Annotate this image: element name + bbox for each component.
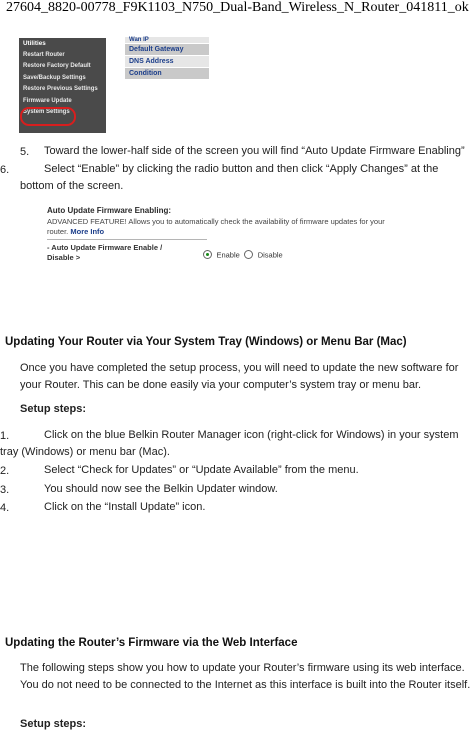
step-number: 4. (0, 502, 10, 514)
status-table-screenshot (125, 37, 209, 80)
enable-radio-icon (203, 250, 212, 259)
menu-item: Save/Backup Settings (23, 74, 86, 81)
step-text: Select “Enable” by clicking the radio button and then click “Apply Changes” at the bottom of the screen. (20, 163, 439, 192)
section-heading: Updating the Router’s Firmware via the Web Interface (5, 637, 298, 649)
section-intro: The following steps show you how to update your Router’s firmware using its web interface. You do not need to be connected to the Internet as this interface is built into the Router itself. (20, 662, 471, 691)
setup-steps-label: Setup steps: (20, 403, 87, 415)
menu-title: Utilities (23, 40, 46, 47)
step-text: Click on the “Install Update” icon. (44, 501, 206, 513)
disable-radio-icon (244, 250, 253, 259)
step-number: 5. (20, 146, 30, 158)
auto-update-title: Auto Update Firmware Enabling: (47, 206, 172, 215)
table-row: Default Gateway (125, 44, 209, 56)
menu-item: Restart Router (23, 51, 65, 58)
disable-label: Disable (257, 250, 283, 260)
table-row: DNS Address (125, 56, 209, 68)
more-info-link: More Info (70, 227, 105, 236)
setup-steps-label: Setup steps: (20, 718, 87, 730)
auto-update-description: ADVANCED FEATURE! Allows you to automatically check the availability of firmware updates for your router. More Info (47, 217, 385, 236)
step-text: You should now see the Belkin Updater window. (44, 483, 278, 495)
table-row: Wan IP (125, 37, 209, 44)
step-number: 1. (0, 430, 10, 442)
step-number: 6. (0, 164, 10, 176)
menu-item-system-settings: System Settings (23, 109, 70, 115)
auto-update-label: - Auto Update Firmware Enable / Disable > (47, 243, 163, 262)
menu-item: Firmware Update (23, 97, 72, 104)
step-number: 2. (0, 465, 10, 477)
utilities-menu-screenshot (19, 38, 106, 133)
step-text: Click on the blue Belkin Router Manager icon (right-click for Windows) in your system tray (Windows) or menu bar (Mac). (0, 429, 459, 458)
enable-row (47, 240, 407, 262)
step-text: Toward the lower-half side of the screen you will find “Auto Update Firmware Enabling” (44, 145, 465, 157)
table-row: Condition (125, 68, 209, 80)
radio-group (203, 246, 283, 264)
step-text: Select “Check for Updates” or “Update Available” from the menu. (44, 464, 359, 476)
menu-item: Restore Previous Settings (23, 86, 98, 92)
section-heading: Updating Your Router via Your System Tray (Windows) or Menu Bar (Mac) (5, 336, 407, 348)
auto-update-screenshot (47, 206, 407, 262)
section-intro: Once you have completed the setup process, you will need to update the new software for your Router. This can be done easily via your computer’s system tray or menu bar. (20, 362, 459, 391)
enable-label: Enable (216, 250, 240, 260)
step-number: 3. (0, 484, 10, 496)
document-header: 27604_8820-00778_F9K1103_N750_Dual-Band_Wireless_N_Router_041811_ok (6, 0, 469, 15)
highlight-circle (20, 107, 76, 126)
menu-item: Restore Factory Default (23, 63, 91, 69)
